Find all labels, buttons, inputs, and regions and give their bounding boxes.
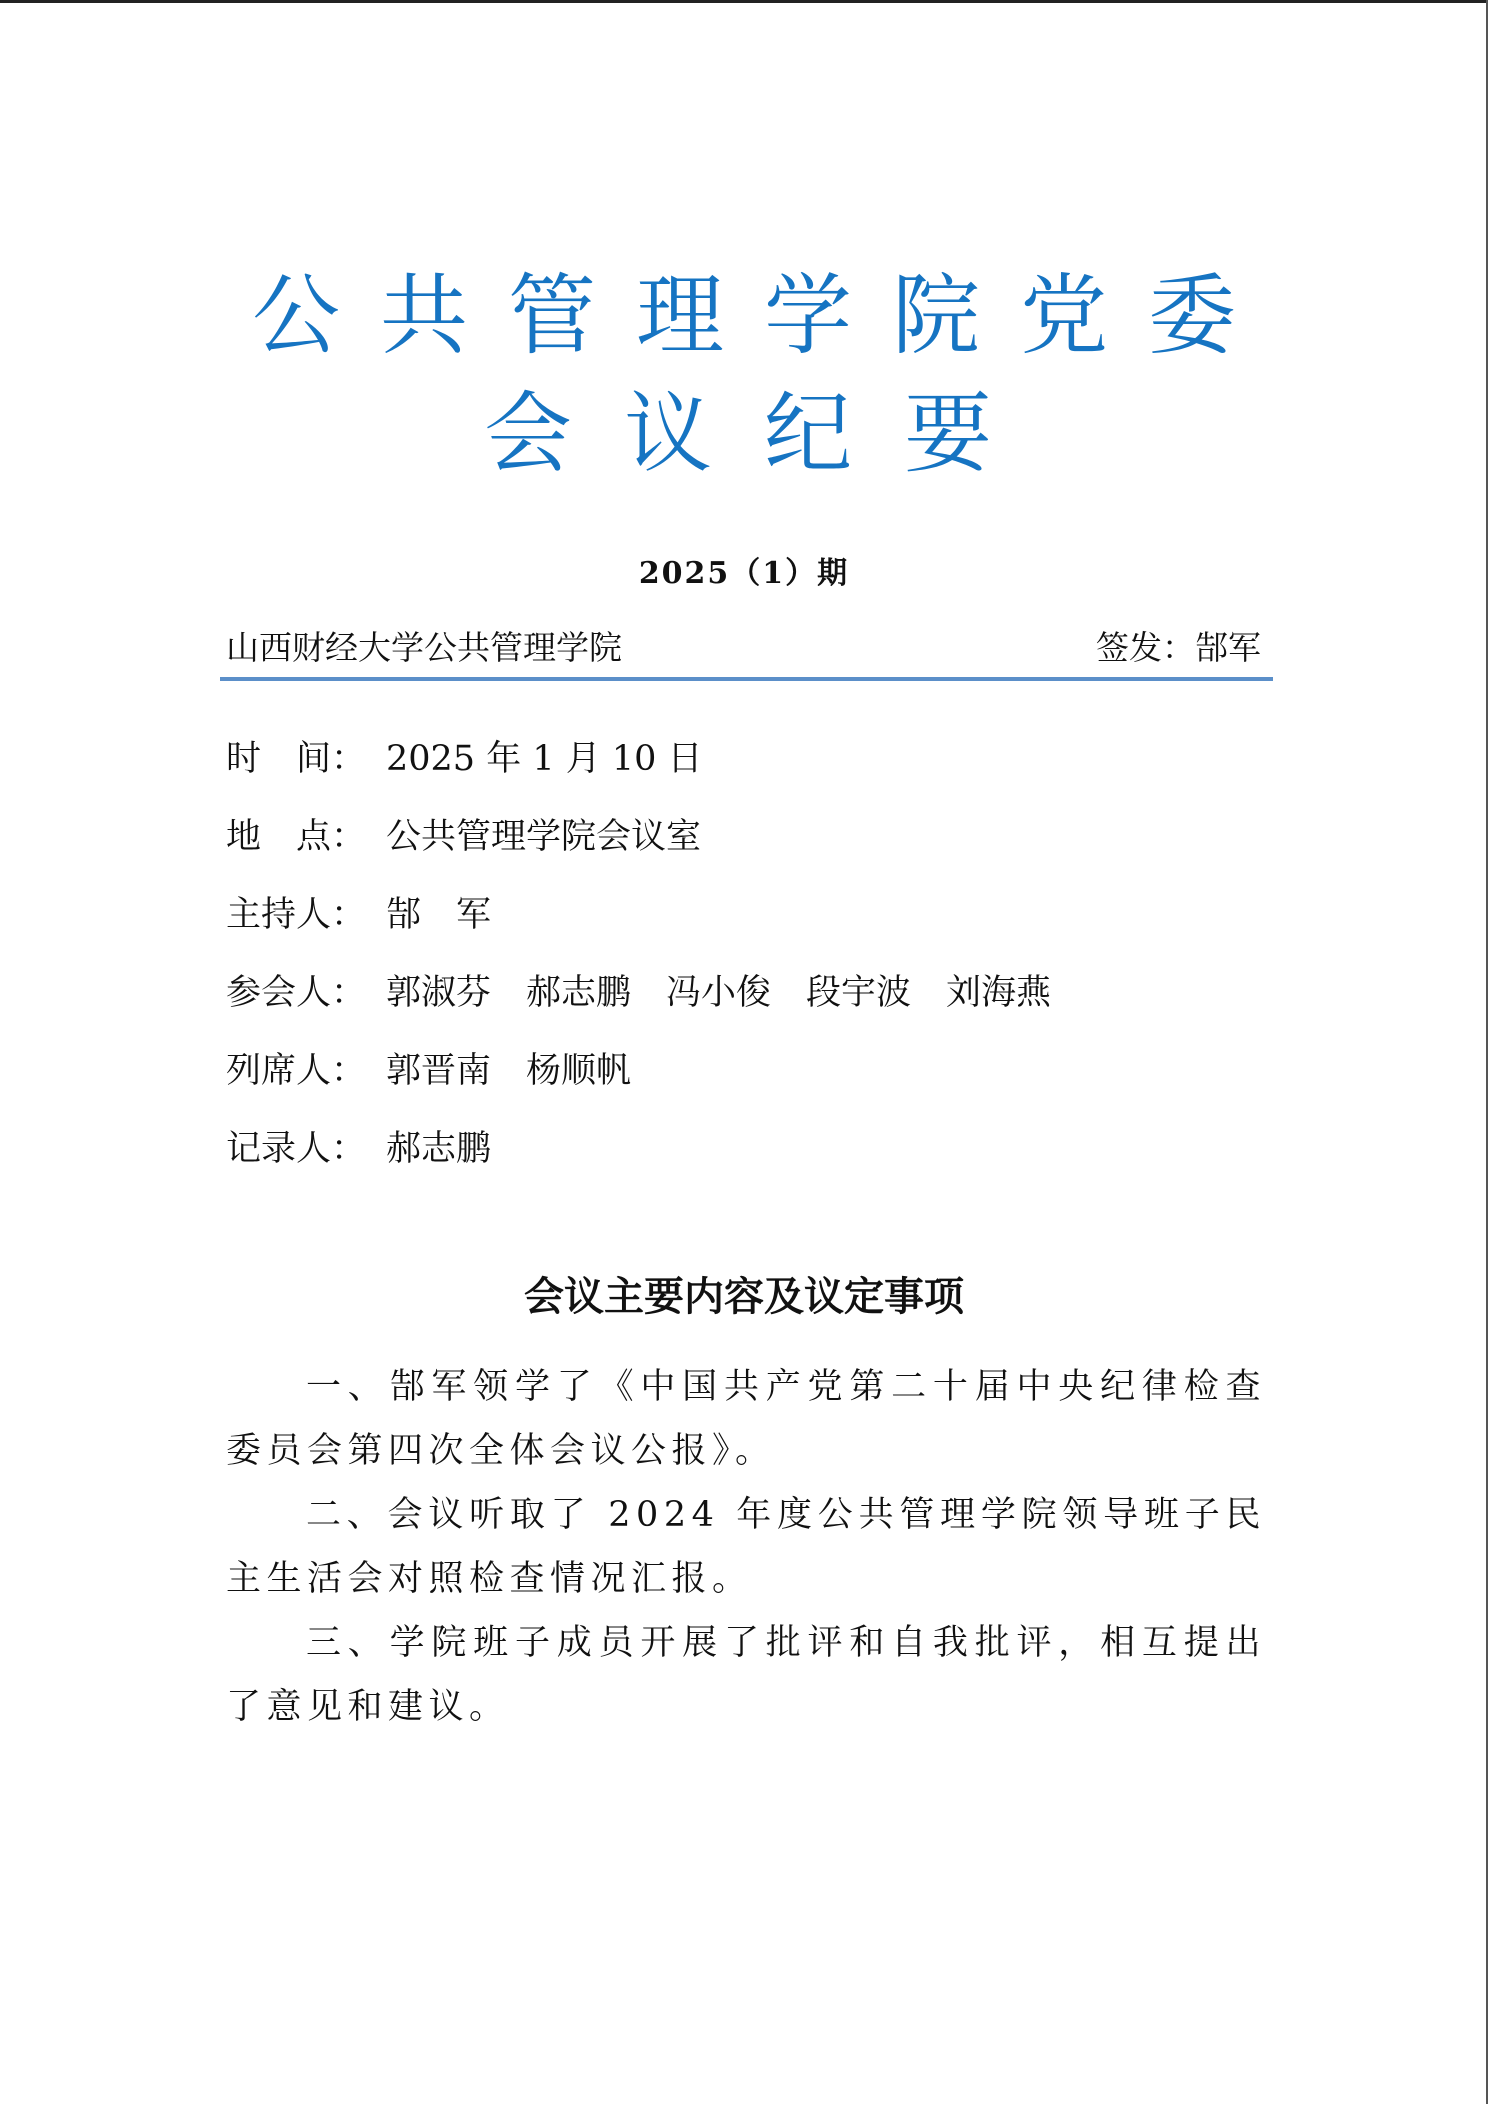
meta-time xyxy=(226,720,1051,798)
paragraph-1: 一、郜军领学了《中国共产党第二十届中央纪律检查委员会第四次全体会议公报》。 xyxy=(226,1367,1266,1471)
meta-value: 郭淑芬 郝志鹏 冯小俊 段宇波 刘海燕 xyxy=(386,973,1052,1013)
meta-label: 参会人： xyxy=(226,973,367,1013)
issuer-row xyxy=(226,622,1261,669)
meta-attendees xyxy=(226,954,1051,1032)
issue-number: 2025（1）期 xyxy=(638,556,850,591)
meta-location xyxy=(226,798,1051,876)
document-title-line1: 公共管理学院党委 xyxy=(251,264,1276,367)
organization-name: 山西财经大学公共管理学院 xyxy=(226,628,622,667)
page-top-border xyxy=(0,0,1488,3)
meta-label: 列席人： xyxy=(226,1051,367,1091)
meta-label: 记录人： xyxy=(226,1129,367,1169)
signer: 签发：郜军 xyxy=(1096,628,1261,667)
meta-label: 地 点： xyxy=(226,817,367,857)
section-heading: 会议主要内容及议定事项 xyxy=(524,1274,964,1320)
meta-value: 郜 军 xyxy=(386,895,492,935)
header-divider xyxy=(220,677,1273,681)
meta-value: 公共管理学院会议室 xyxy=(386,817,702,857)
meta-recorder xyxy=(226,1110,1051,1188)
meeting-meta xyxy=(226,720,1051,1188)
meta-label: 主持人： xyxy=(226,895,367,935)
paragraph-2: 二、会议听取了 2024 年度公共管理学院领导班子民主生活会对照检查情况汇报。 xyxy=(226,1495,1266,1599)
meta-value: 2025 年 1 月 10 日 xyxy=(386,739,703,779)
document-title-line2: 会议纪要 xyxy=(483,382,1044,485)
section-body xyxy=(226,1355,1266,1739)
meta-value: 郭晋南 杨顺帆 xyxy=(386,1051,632,1091)
paragraph-3: 三、学院班子成员开展了批评和自我批评，相互提出了意见和建议。 xyxy=(226,1623,1266,1727)
meta-observers xyxy=(226,1032,1051,1110)
meta-host xyxy=(226,876,1051,954)
meta-label: 时 间： xyxy=(226,739,367,779)
meta-value: 郝志鹏 xyxy=(386,1129,492,1169)
